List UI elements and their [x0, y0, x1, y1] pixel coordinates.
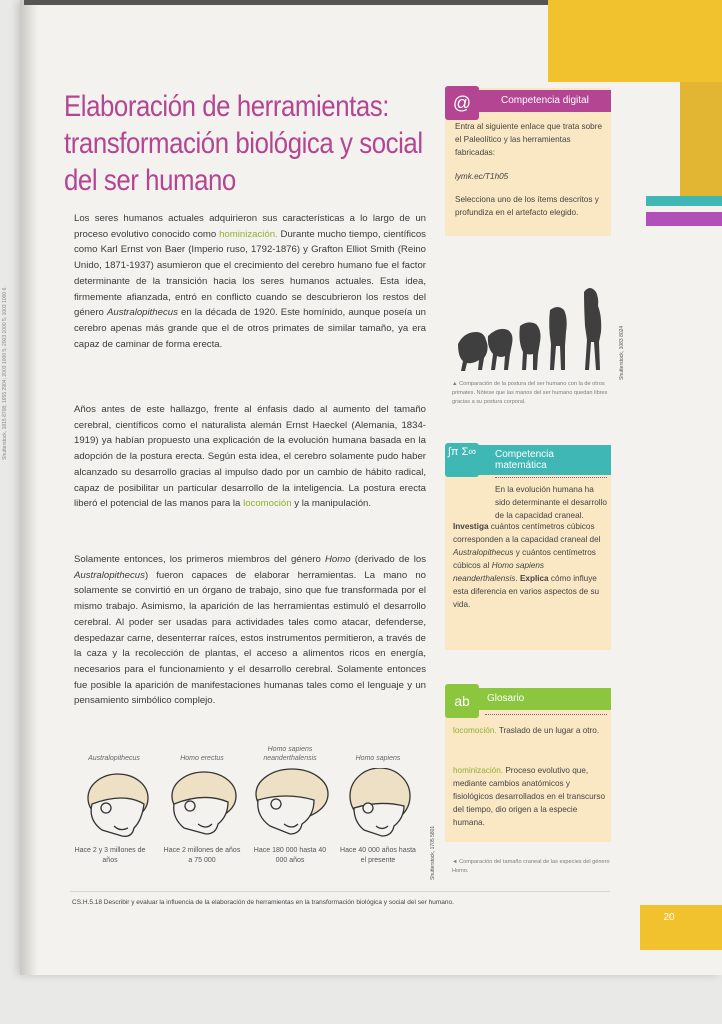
corner-decoration [548, 0, 722, 82]
silhouette-3 [519, 322, 540, 370]
math-competence-box [445, 445, 611, 650]
title-line-1: Elaboración de herramientas: [64, 90, 389, 123]
term-locomocion: locomoción [243, 498, 292, 510]
term-hominizacion: hominización. [219, 228, 278, 240]
footer-divider [70, 891, 610, 892]
digital-competence-header: Competencia digital [461, 90, 611, 112]
side-image-credit: Shutterstock, 1815 8708; 1655 2904; 2003 1000 5; 2003 1000 5; 1003 1000 6. [2, 286, 8, 460]
glossary-ab-icon: ab [445, 684, 479, 718]
decorative-stripe-teal [646, 196, 722, 206]
silhouette-2 [488, 329, 513, 370]
digital-intro: Entra al siguiente enlace que trata sobre el Paleolítico y las herramientas fabricadas: [455, 122, 603, 157]
math-header-divider [495, 477, 607, 478]
digital-link[interactable]: lymk.ec/T1h05 [455, 172, 509, 181]
side-decoration [680, 82, 722, 202]
evolution-silhouettes [446, 270, 618, 374]
title-line-3: del ser humano [64, 164, 236, 197]
skull-drawings [70, 768, 422, 844]
silhouette-5 [584, 288, 601, 370]
skull-australopithecus [88, 774, 148, 836]
glossary-header: Glosario [461, 688, 611, 710]
skull-neanderthalensis [256, 769, 328, 834]
silhouette-4 [549, 307, 566, 370]
evolution-figure-caption: ▲ Comparación de la postura del ser humano con la de otros primates. Nótese que las manos del ser humano quedan libres gracias a su postura corporal. [452, 381, 608, 405]
curriculum-standard: CS.H.5.18 Describir y evaluar la influencia de la elaboración de herramientas en la transformación biológica y social del ser humano. [72, 899, 454, 906]
digital-task: Selecciona uno de los ítems descritos y profundiza en el artefacto elegido. [455, 195, 599, 217]
silhouette-1 [458, 332, 488, 371]
skull-date-2: Hace 2 millones de años a 75 000 [163, 847, 241, 864]
skull-homo-sapiens [350, 768, 410, 836]
skull-homo-erectus [172, 772, 236, 834]
decorative-stripe-purple [646, 212, 722, 226]
paragraph-1: Los seres humanos actuales adquirieron sus características a lo largo de un proceso evolutivo conocido como hominización. Durante mucho tiempo, científicos como Karl Ernst von Baer (Imperio ruso, 1792-1876) y Grafton Elliot Smith (Reino Unido, 1871-1937) asumieron que el crecimiento del cerebro humano fue el factor determinante de la transición hacia los seres humanos actuales. Esta idea, firmemente afianzada, entró en conflicto cuando se descubrieron los restos del género Australopithecus en la década de 1920. Este homínido, aunque poseía un cerebro apenas más grande que el de otros primates de similar tamaño, ya era capaz de caminar de forma erecta. [74, 213, 427, 350]
title-line-2: transformación biológica y social [64, 127, 423, 160]
skull-date-3: Hace 180 000 hasta 40 000 años [253, 847, 327, 864]
glossary-entry-hominizacion: hominización. Proceso evolutivo que, mediante cambios anatómicos y fisiológicos desarrollados en el transcurso del tiempo, dio origen a la especie humana. [453, 766, 606, 827]
math-competence-header: Competencia matemática [461, 445, 611, 475]
math-question: Investiga cuántos centímetros cúbicos corresponden a la capacidad craneal del Australopithecus y cuántos centímetros cúbicos al Homo sapiens neanderthalensis. Explica cómo influye esta diferencia en varios aspectos de su vida. [453, 522, 601, 609]
page-title [64, 88, 423, 199]
page-spine-shadow [20, 0, 38, 975]
evolution-figure-credit: Shutterstock, 1083 8024 [619, 325, 625, 380]
skull-label-1: Australopithecus [88, 755, 140, 762]
glossary-header-divider [485, 714, 607, 715]
skull-figure-credit: Shutterstock, 1705 5801 [430, 825, 436, 880]
math-intro-start: En la evolución humana ha sido determinante el desarrollo de la capacidad craneal. [495, 485, 607, 520]
skull-date-4: Hace 40 000 años hasta el presente [340, 847, 416, 864]
glossary-entry-locomocion: locomoción. Traslado de un lugar a otro. [453, 726, 600, 735]
page-number: 20 [663, 912, 675, 923]
paragraph-2: Años antes de este hallazgo, frente al énfasis dado al aumento del tamaño cerebral, científicos como el naturalista alemán Ernst Haeckel (Alemania, 1834-1919) ya habían propuesto una explicación de la evolución humana basada en la adopción de la postura erecta. Según esta idea, el cerebro solamente pudo haber alcanzado su desarrollo gracias al impulso dado por un cambio de hábito radical, capaz de posibilitar un particular desarrollo de la inteligencia. La postura erecta liberó el potencial de las manos para la locomoción y la manipulación. [74, 404, 426, 510]
math-symbols-icon: ∫π Σ∞ [445, 443, 479, 477]
skull-label-3: Homo sapiens neanderthalensis [263, 746, 317, 762]
digital-competence-box [445, 88, 611, 236]
skull-figure-caption: ◄ Comparación del tamaño craneal de las especies del género Homo. [452, 859, 610, 874]
at-sign-icon: @ [445, 86, 479, 120]
skull-label-4: Homo sapiens [355, 755, 401, 762]
skull-date-1: Hace 2 y 3 millones de años [74, 847, 146, 864]
paragraph-3: Solamente entonces, los primeros miembros del género Homo (derivado de los Australopithecus) fueron capaces de elaborar herramientas. La mano no solamente se convirtió en un órgano de trabajo, sino que fue transformada por el mismo trabajo. Asimismo, la aparición de las herramientas estimuló el desarrollo cerebral. Al poder ser usadas para actividades tales como atacar, defenderse, despedazar carne, desenterrar raíces, estos instrumentos permitieron, a través de la caza y la recolección de plantas, el acceso a alimentos ricos en energía, necesarios para el funcionamiento y el desarrollo cerebral. Solamente entonces fue posible la aparición de manifestaciones humanas tales como el lenguaje y un pensamiento simbólico complejo. [74, 554, 426, 707]
top-edge [24, 0, 584, 5]
glossary-box [445, 688, 611, 842]
skull-label-2: Homo erectus [180, 755, 224, 762]
